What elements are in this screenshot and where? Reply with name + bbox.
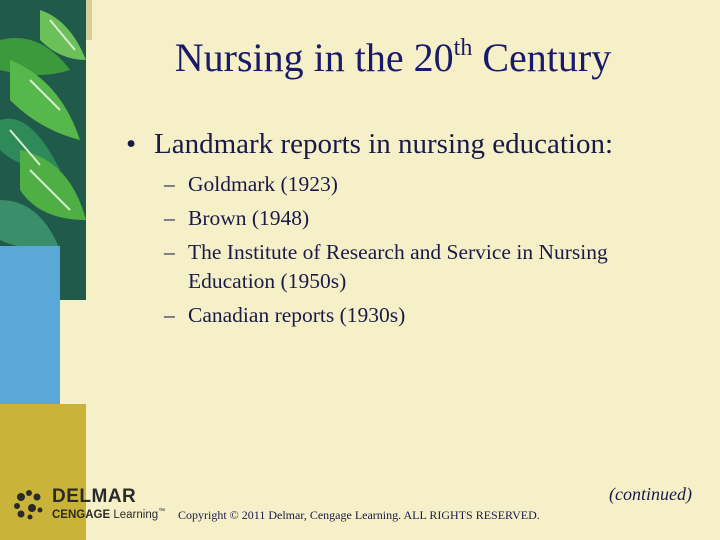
bullet-marker: • [126, 128, 137, 160]
dash-marker: – [164, 172, 175, 196]
list-item-text: The Institute of Research and Service in Nursing Education (1950s) [188, 240, 608, 293]
continued-note: (continued) [609, 484, 692, 504]
title-main: Nursing in the 20 [174, 35, 454, 80]
slide-title [100, 34, 686, 81]
list-item [164, 170, 684, 199]
delmar-pinwheel-icon [12, 488, 46, 522]
title-end: Century [472, 35, 612, 80]
dash-marker: – [164, 240, 175, 264]
list-item-text: Brown (1948) [188, 206, 310, 230]
sub-bullet-list [164, 170, 684, 335]
left-decorative-strip [0, 0, 86, 540]
dash-marker: – [164, 303, 175, 327]
blue-block [0, 246, 60, 404]
list-item [164, 204, 684, 233]
logo-subtitle [52, 508, 165, 521]
logo-trademark: ™ [158, 508, 166, 515]
copyright-notice: Copyright © 2011 Delmar, Cengage Learning. ALL RIGHTS RESERVED. [178, 508, 540, 522]
logo-name: DELMAR [52, 486, 137, 507]
list-item-text: Goldmark (1923) [188, 172, 338, 196]
list-item [164, 301, 684, 330]
list-item [164, 238, 684, 296]
logo-sub-brand: CENGAGE [52, 509, 111, 521]
delmar-logo [12, 486, 182, 526]
main-bullet-text: Landmark reports in nursing education: [154, 128, 614, 160]
main-bullet [126, 128, 613, 161]
title-superscript: th [453, 35, 473, 61]
logo-sub-tail: Learning [110, 509, 159, 521]
list-item-text: Canadian reports (1930s) [188, 303, 406, 327]
dash-marker: – [164, 206, 175, 230]
